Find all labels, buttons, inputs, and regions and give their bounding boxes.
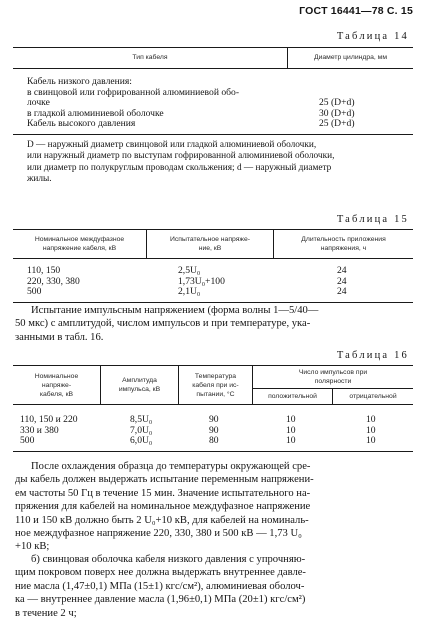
text-line: занными в табл. 16.	[15, 331, 104, 343]
table-16-col-negative-header: отрицательной	[349, 393, 397, 400]
note-line: D — наружный диаметр свинцовой или гладкой алюминиевой оболочки,	[27, 140, 317, 150]
table-cell-type: в свинцовой или гофрированной алюминиевой обо-	[27, 86, 240, 98]
table-cell-temperature: 90	[209, 414, 219, 425]
table-cell-negative: 10	[366, 414, 376, 425]
text-line: ние масла (1,47±0,1) МПа (15±1) кгс/см²), алюминиевая оболоч-	[15, 580, 305, 592]
paragraph-sheath-pressure	[15, 553, 415, 620]
table-16-subheader-rule	[252, 388, 413, 389]
table-cell-amplitude: 6,0U₀	[130, 435, 153, 446]
text-line: пряжения для кабелей на номинальное междуфазное напряжение	[15, 501, 311, 513]
table-15-body	[0, 266, 429, 298]
table-16-col-positive-header: положительной	[268, 393, 317, 400]
paragraph-impulse-test	[15, 304, 415, 344]
table-16-col-amplitude-header	[101, 376, 178, 394]
table-cell-amplitude: 7,0U₀	[130, 424, 153, 436]
header-line: ние, кВ	[198, 245, 222, 252]
table-cell-negative: 10	[366, 424, 376, 436]
table-cell-diameter: 25 (D+d)	[319, 97, 355, 108]
table-row	[0, 266, 429, 277]
text-line: После охлаждения образца до температуры окружающей сре-	[31, 461, 311, 472]
table-14-body	[27, 77, 413, 130]
table-14-header-rule	[13, 68, 413, 69]
table-cell-type: в гладкой алюминиевой оболочке	[27, 107, 164, 119]
header-line: кабеля при ис-	[192, 382, 239, 389]
table-15-bottom-rule	[13, 302, 413, 303]
table-cell-positive: 10	[286, 424, 296, 436]
text-line: +10 кВ;	[15, 541, 50, 553]
table-cell-duration: 24	[337, 265, 347, 276]
page-header: ГОСТ 16441—78 С. 15	[299, 5, 413, 17]
header-line: Температура	[194, 373, 237, 380]
header-line: Число импульсов при	[298, 369, 368, 376]
table-cell-voltage: 110, 150	[27, 265, 61, 276]
table-15-header-rule	[13, 258, 413, 259]
table-14-caption: Таблица 14	[336, 31, 409, 42]
text-line: ем частоты 50 Гц в течение 15 мин. Значение испытательного на-	[15, 487, 311, 499]
table-16-col-temperature-header	[179, 372, 252, 399]
table-14-col-type-header: Тип кабеля	[132, 54, 168, 61]
table-cell-voltage: 220, 330, 380	[27, 275, 80, 287]
text-line: ное междуфазное напряжение 220, 330, 380 и 500 кВ — 1,73 U₀	[15, 528, 302, 540]
header-line: кабеля, кВ	[39, 391, 74, 398]
header-line: Длительность приложения	[301, 236, 386, 243]
table-14-bottom-rule	[13, 134, 413, 135]
table-cell-voltage: 500	[27, 286, 42, 297]
table-cell-temperature: 80	[209, 435, 219, 446]
table-cell-positive: 10	[286, 435, 296, 446]
table-cell-positive: 10	[286, 414, 296, 425]
header-line: Амплитуда	[122, 377, 157, 384]
paragraph-ac-test	[15, 460, 415, 554]
table-14-note	[27, 140, 417, 185]
text-line: ды кабель должен выдержать испытание переменным напряжени-	[15, 474, 314, 486]
header-line: импульса, кВ	[118, 386, 161, 393]
text-line: 110 и 150 кВ должно быть 2 U₀+10 кВ, для кабелей на номиналь-	[15, 514, 309, 526]
note-line: или наружный диаметр по выступам гофрированной алюминиевой оболочки,	[27, 151, 335, 162]
table-cell-voltage: 110, 150 и 220	[20, 414, 78, 425]
table-row	[27, 88, 413, 99]
table-cell-voltage: 500	[20, 435, 35, 446]
text-line: ка — внутреннее давление масла (1,96±0,1) МПа (20±1) кгс/см²)	[15, 594, 306, 606]
text-line: б) свинцовая оболочка кабеля низкого давления с упрочняю-	[31, 554, 306, 565]
header-line: Испытательное напряже-	[169, 236, 250, 243]
header-line: напряже-	[41, 382, 72, 389]
table-16-bottom-rule	[13, 451, 413, 452]
table-cell-duration: 24	[337, 275, 347, 287]
text-line: в течение 2 ч;	[15, 607, 77, 619]
text-line: Испытание импульсным напряжением (форма волны 1—5/40—	[31, 305, 319, 316]
table-row	[27, 119, 413, 130]
table-15-col-voltage-header	[13, 235, 146, 253]
table-15-col-duration-header	[274, 235, 413, 253]
text-line: щим покровом поверх нее должна выдержать внутреннее давле-	[15, 567, 306, 579]
table-16-col-pulses-header	[253, 368, 413, 386]
table-14-top-rule	[13, 47, 413, 48]
text-line: 50 мкс) с амплитудой, числом импульсов и при температуре, ука-	[15, 318, 311, 330]
table-cell-test-voltage: 2,1U₀	[178, 286, 201, 297]
table-15-caption: Таблица 15	[336, 214, 409, 225]
table-row	[0, 436, 429, 447]
header-line: напряжения, ч	[320, 245, 367, 252]
table-15-top-rule	[13, 229, 413, 230]
table-cell-type: Кабель низкого давления:	[27, 76, 132, 87]
table-16-col-voltage-header	[13, 372, 100, 399]
header-line: пытании, °С	[196, 391, 235, 398]
note-line: жилы.	[27, 173, 52, 184]
table-cell-test-voltage: 2,5U₀	[178, 265, 201, 276]
table-cell-test-voltage: 1,73U₀+100	[178, 275, 225, 287]
table-cell-type: Кабель высокого давления	[27, 118, 136, 129]
table-row	[0, 287, 429, 298]
header-line: полярности	[314, 378, 352, 385]
table-cell-amplitude: 8,5U₀	[130, 414, 153, 425]
table-16-header-rule	[13, 404, 413, 405]
header-line: Номинальное междуфазное	[34, 236, 125, 243]
table-14-col-diameter-header: Диаметр цилиндра, мм	[313, 54, 388, 61]
note-line: или диаметр по полукруглым проводам скольжения; d — наружный диаметр	[27, 162, 332, 173]
table-cell-diameter: 25 (D+d)	[319, 118, 355, 129]
table-15-col-test-voltage-header	[147, 235, 273, 253]
table-row	[0, 277, 429, 288]
header-line: Номинальное	[34, 373, 79, 380]
table-16-body	[0, 415, 429, 447]
table-cell-temperature: 90	[209, 424, 219, 436]
table-cell-voltage: 330 и 380	[20, 424, 59, 436]
table-16-caption: Таблица 16	[336, 350, 409, 361]
table-16-top-rule	[13, 365, 413, 366]
table-cell-negative: 10	[366, 435, 376, 446]
table-cell-duration: 24	[337, 286, 347, 297]
header-line: напряжение кабеля, кВ	[42, 245, 117, 252]
table-row	[0, 415, 429, 426]
table-cell-diameter: 30 (D+d)	[319, 107, 355, 119]
table-cell-type: лочке	[27, 97, 50, 108]
